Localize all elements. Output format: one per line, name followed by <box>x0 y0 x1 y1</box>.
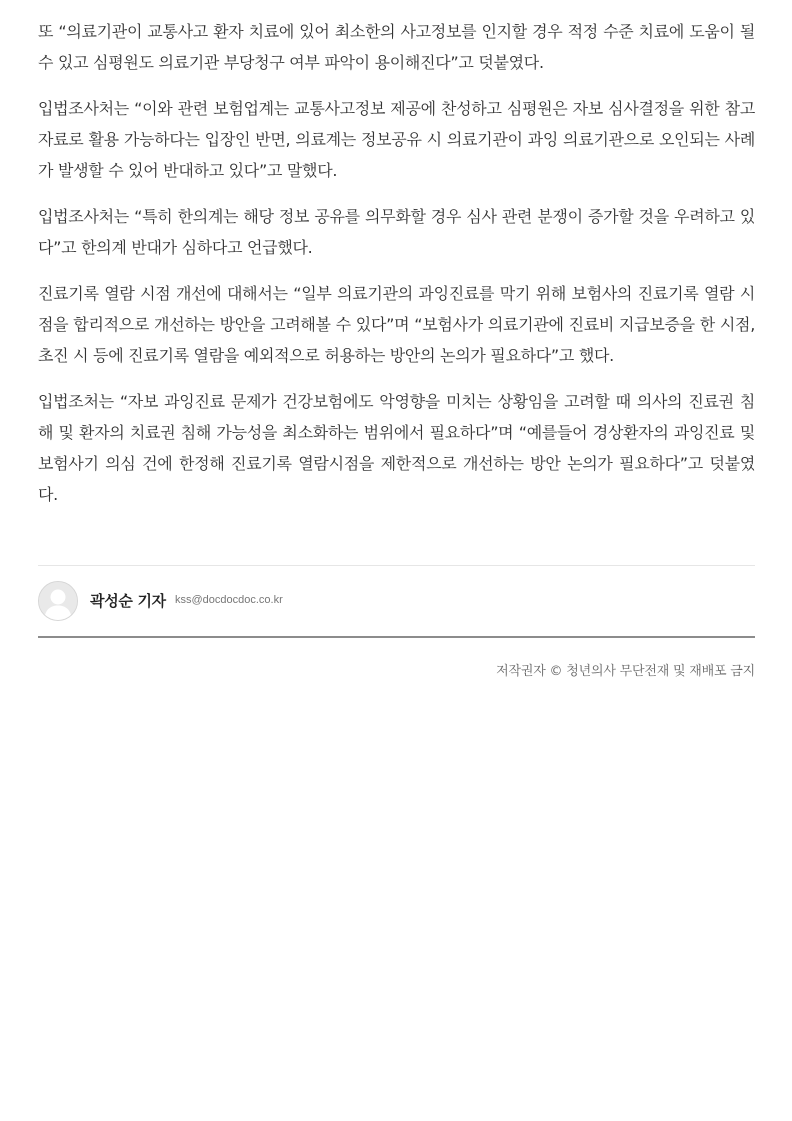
reporter-email[interactable]: kss@docdocdoc.co.kr <box>175 594 283 606</box>
user-silhouette-icon <box>38 581 78 621</box>
article-paragraph: 또 “의료기관이 교통사고 환자 치료에 있어 최소한의 사고정보를 인지할 경우 적정 수준 치료에 도움이 될 수 있고 심평원도 의료기관 부당청구 여부 파악이 용이해진다”고 덧붙였다. <box>38 22 755 72</box>
article-paragraph: 입법조사처는 “이와 관련 보험업계는 교통사고정보 제공에 찬성하고 심평원은 자보 심사결정을 위한 참고자료로 활용 가능하다는 입장인 반면, 의료계는 정보공유 시 의료기관이 과잉 의료기관으로 오인되는 사례가 발생할 수 있어 반대하고 있다”고 말했다. <box>38 99 755 180</box>
article-paragraph: 입법조처는 “자보 과잉진료 문제가 건강보험에도 악영향을 미치는 상황임을 고려할 때 의사의 진료권 침해 및 환자의 치료권 침해 가능성을 최소화하는 범위에서 필요하다”며 “예를들어 경상환자의 과잉진료 및 보험사기 의심 건에 한정해 진료기록 열람시점을 제한적으로 개선하는 방안 논의가 필요하다”고 덧붙였다. <box>38 392 755 504</box>
reporter-byline <box>38 565 755 638</box>
copyright-notice: 저작권자 © 청년의사 무단전재 및 재배포 금지 <box>496 664 755 679</box>
reporter-name[interactable]: 곽성순 기자 <box>90 592 166 610</box>
article-body <box>38 16 755 525</box>
article-paragraph: 진료기록 열람 시점 개선에 대해서는 “일부 의료기관의 과잉진료를 막기 위해 보험사의 진료기록 열람 시점을 합리적으로 개선하는 방안을 고려해볼 수 있다”며 “보험사가 의료기관에 진료비 지급보증을 한 시점, 초진 시 등에 진료기록 열람을 예외적으로 허용하는 방안의 논의가 필요하다”고 했다. <box>38 284 755 365</box>
article-paragraph: 입법조사처는 “특히 한의계는 해당 정보 공유를 의무화할 경우 심사 관련 분쟁이 증가할 것을 우려하고 있다”고 한의계 반대가 심하다고 언급했다. <box>38 207 755 257</box>
